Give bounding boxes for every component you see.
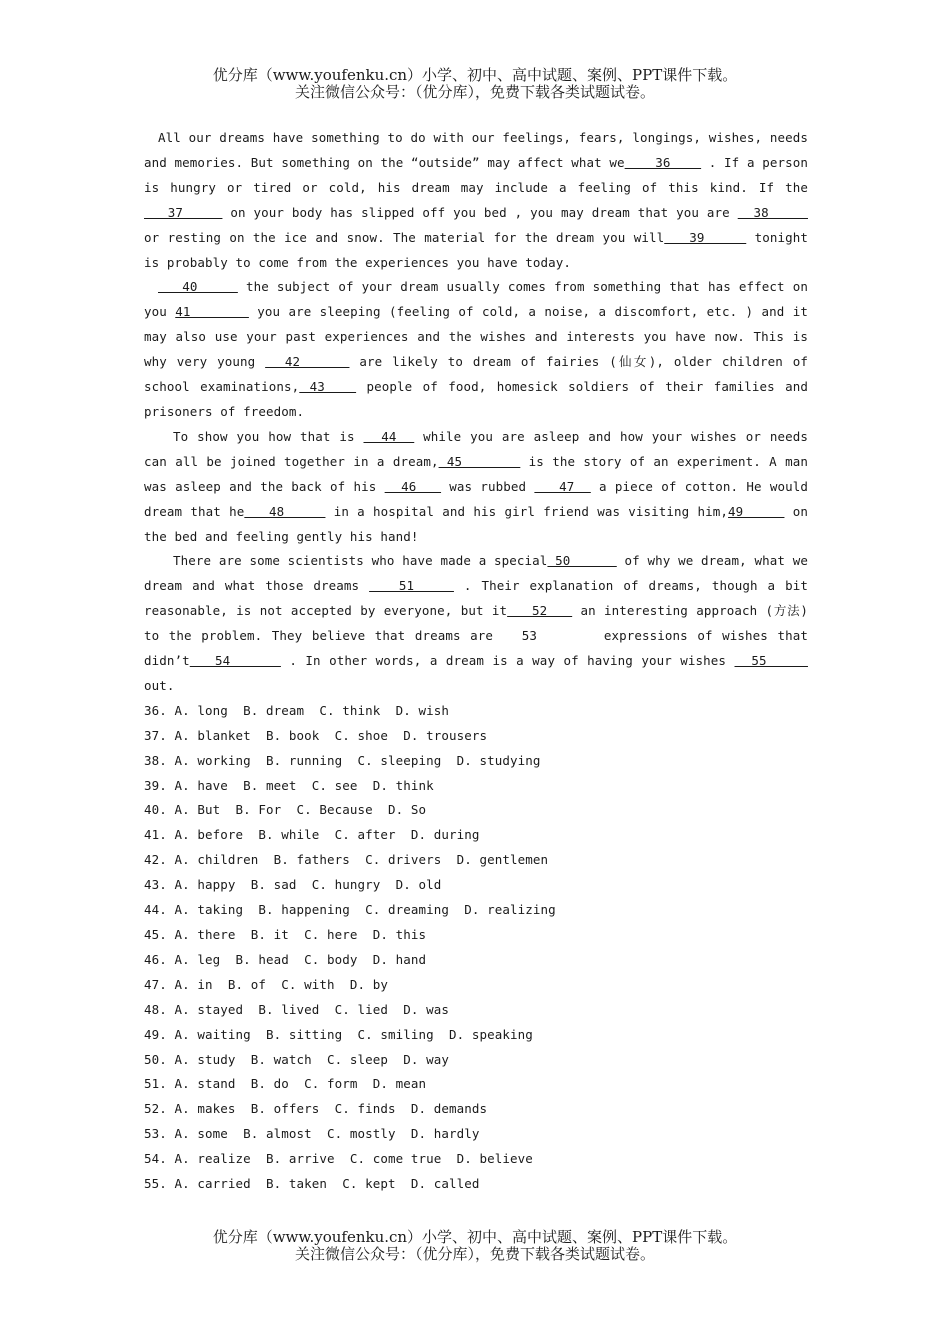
question-55: 55. A. carried B. taken C. kept D. called [144,1176,480,1192]
blank-44: 44 [363,428,415,444]
question-list [144,699,808,1197]
passage-text: a piece of cotton. He would dream that he [144,478,808,519]
blank-51: 51 [369,578,454,594]
header-line-2: 关注微信公众号：（优分库），免费下载各类试题试卷。 [294,83,655,101]
footer-line-1: 优分库（www.youfenku.cn）小学、初中、高中试题、案例、PPT课件下载。 [212,1228,738,1246]
passage-text: the subject of your dream usually comes from something that has effect on you [144,279,808,320]
passage-text: out. [144,677,175,693]
blank-54: 54 [189,653,281,669]
passage-paragraph-1 [144,126,808,275]
blank-39: 39 [664,229,747,245]
passage-text: on your body has slipped off you bed , you may dream that you are [230,204,730,220]
passage-text: are likely to dream of fairies (仙女), older children of school examinations, [144,354,808,395]
passage-text: in a hospital and his girl friend was visiting him, [333,503,729,519]
passage-text: you are sleeping (feeling of cold, a noise, a discomfort, etc. ) and it may also use your past experiences and the wishes and interests you have now. This is why very young [144,304,808,370]
question-39: 39. A. have B. meet C. see D. think [144,777,434,793]
passage-text: All our dreams have something to do with our feelings, fears, longings, wishes, needs and memories. But something on the “outside” may affect what we [144,130,808,170]
passage-text: was rubbed [449,478,527,494]
passage-text: There are some scientists who have made a special [173,553,548,569]
question-47: 47. A. in B. of C. with D. by [144,976,389,992]
passage-text: an interesting approach (方法) to the problem. They believe that dreams are [144,603,808,644]
question-48: 48. A. stayed B. lived C. lied D. was [144,1001,450,1017]
passage-text: while you are asleep and how your wishes or needs can all be joined together in a dream, [144,428,808,469]
page-header [0,67,950,101]
question-52: 52. A. makes B. offers C. finds D. demands [144,1101,488,1117]
question-49: 49. A. waiting B. sitting C. smiling D. speaking [144,1026,533,1042]
blank-43: 43 [299,379,357,395]
blank-55: 55 [734,653,808,669]
question-51: 51. A. stand B. do C. form D. mean [144,1076,427,1092]
question-42: 42. A. children B. fathers C. drivers D. gentlemen [144,852,549,868]
passage-paragraph-4 [144,549,808,698]
question-36: 36. A. long B. dream C. think D. wish [144,702,450,718]
question-50: 50. A. study B. watch C. sleep D. way [144,1051,450,1067]
document-body [144,126,808,1197]
blank-49: 49 [728,503,785,519]
question-40: 40. A. But B. For C. Because D. So [144,802,427,818]
passage-text: expressions of wishes that didn’t [144,628,808,669]
blank-36: 36 [624,154,702,170]
blank-53: 53 [502,628,595,644]
passage-paragraph-3 [144,425,808,550]
question-37: 37. A. blanket B. book C. shoe D. trousers [144,727,488,743]
passage-paragraph-2 [144,275,808,424]
blank-52: 52 [507,603,573,619]
passage-text: To show you how that is [173,428,355,444]
passage-text: or resting on the ice and snow. The material for the dream you will [144,229,665,245]
blank-42: 42 [265,354,350,370]
blank-40: 40 [158,279,238,295]
blank-50: 50 [547,553,617,569]
passage-text: is the story of an experiment. A man was asleep and the back of his [144,453,808,494]
passage-text: of why we dream, what we dream and what those dreams [144,553,809,594]
question-46: 46. A. leg B. head C. body D. hand [144,951,427,967]
blank-45: 45 [438,453,521,469]
question-38: 38. A. working B. running C. sleeping D. studying [144,752,541,768]
question-54: 54. A. realize B. arrive C. come true D. believe [144,1151,533,1167]
header-line-1: 优分库（www.youfenku.cn）小学、初中、高中试题、案例、PPT课件下载。 [212,66,738,84]
question-53: 53. A. some B. almost C. mostly D. hardly [144,1126,480,1142]
question-41: 41. A. before B. while C. after D. during [144,827,480,843]
question-44: 44. A. taking B. happening C. dreaming D. realizing [144,902,556,918]
passage-text: people of food, homesick soldiers of their families and prisoners of freedom. [144,379,808,419]
blank-41: 41 [175,304,249,320]
blank-46: 46 [384,478,442,494]
footer-line-2: 关注微信公众号：（优分库），免费下载各类试题试卷。 [294,1245,655,1263]
blank-37: 37 [144,204,223,220]
question-45: 45. A. there B. it C. here D. this [144,927,427,942]
page-footer [0,1229,950,1263]
blank-38: 38 [737,204,808,220]
passage-text: . If a person is hungry or tired or cold, his dream may include a feeling of this kind. If the [144,154,808,195]
passage-text: tonight is probably to come from the experiences you have today. [144,229,808,270]
question-43: 43. A. happy B. sad C. hungry D. old [144,877,442,893]
blank-47: 47 [534,478,591,494]
passage-text: on the bed and feeling gently his hand! [144,503,808,544]
passage-text: . Their explanation of dreams, though a bit reasonable, is not accepted by everyone, but it [144,578,808,619]
passage-text: . In other words, a dream is a way of having your wishes [289,653,727,669]
blank-48: 48 [244,503,326,519]
